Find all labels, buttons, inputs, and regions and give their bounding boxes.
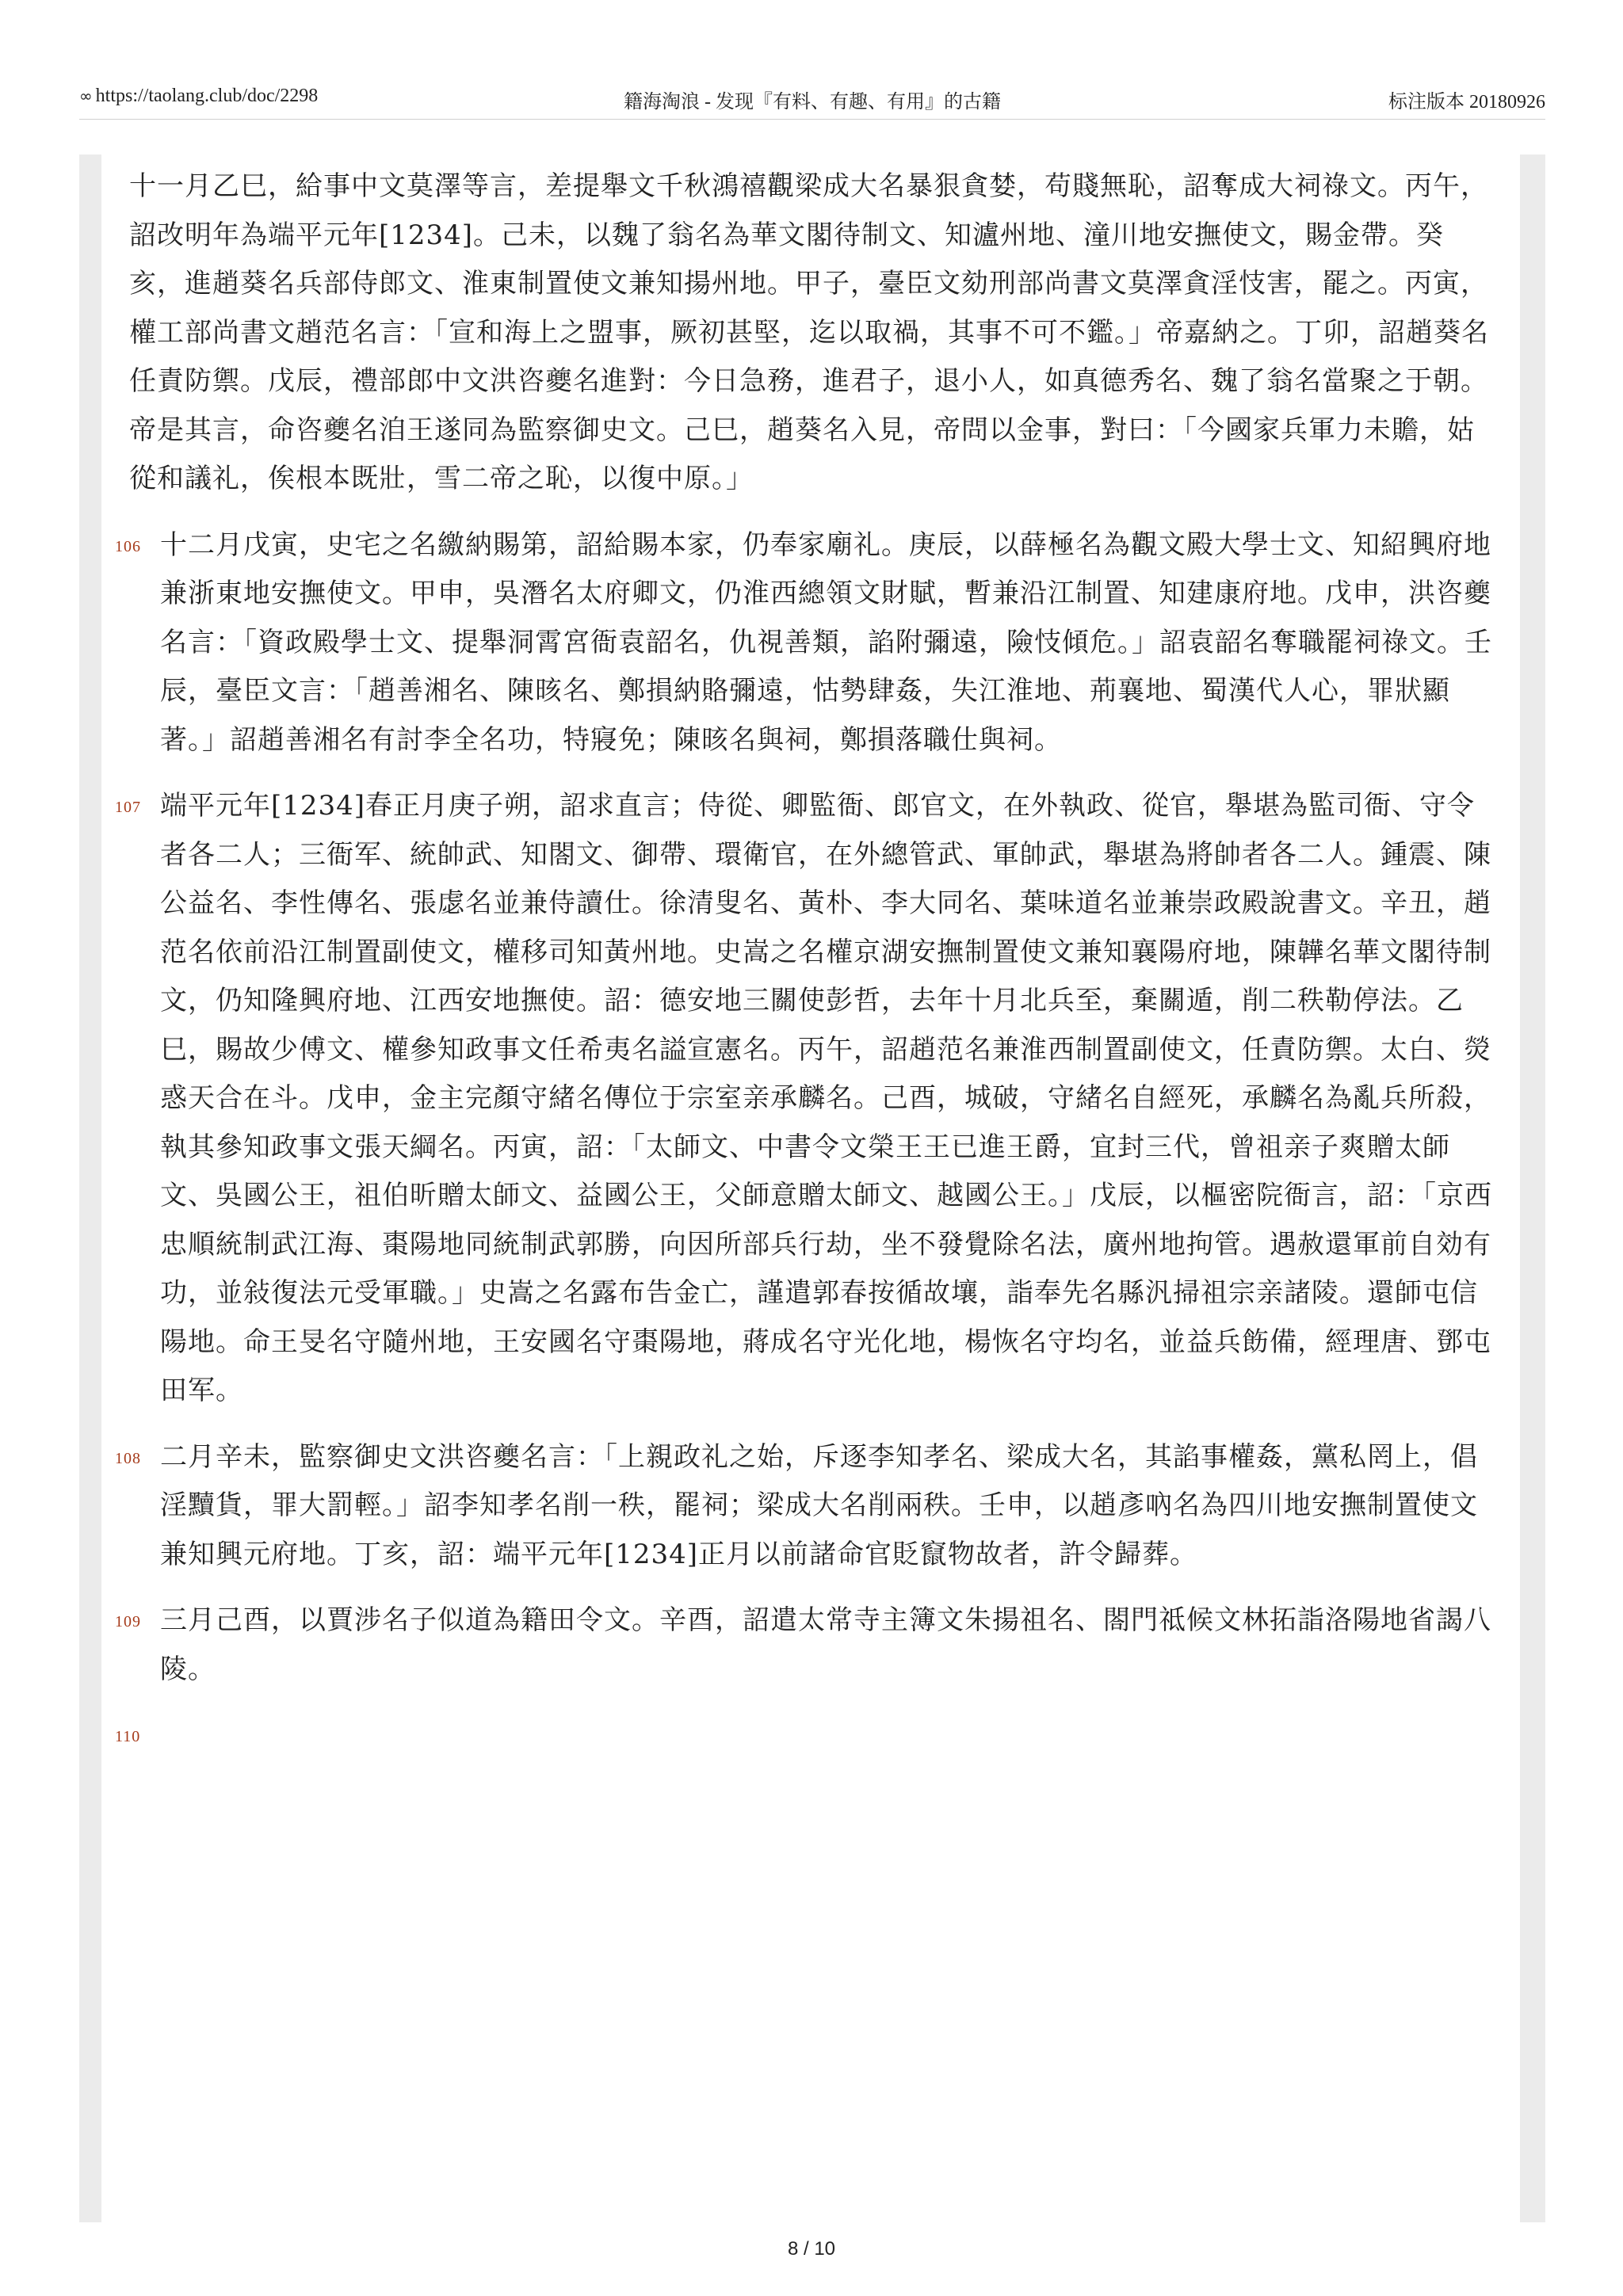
paragraph-number: 108 <box>115 1449 141 1467</box>
left-gutter <box>79 154 101 2222</box>
paragraph-number: 110 <box>115 1728 141 1745</box>
page-indicator: 8 / 10 <box>787 2238 836 2260</box>
header-url[interactable]: https://taolang.club/doc/2298 <box>95 86 319 106</box>
header-version: 标注版本 20180926 <box>1388 92 1545 113</box>
paragraph-text: 端平元年[1234]春正月庚子朔，詔求直言；侍從、卿監衙、郎官文，在外執政、從官，舉堪為監司衙、守令者各二人；三衙军、統帥武、知閤文、御帶、環衛官，在外總管武、軍帥武，舉堪為將帥者各二人。鍾震、陳公益名、李性傳名、張虙名並兼侍讀仕。徐清叟名、黃朴、李大同名、葉味道名並兼崇政殿說書文。辛丑，趙范名依前沿江制置副使文，權移司知黃州地。史嵩之名權京湖安撫制置使文兼知襄陽府地，陳韡名華文閣待制文，仍知隆興府地、江西安地撫使。詔：德安地三關使彭哲，去年十月北兵至，棄關遁，削二秩勒停法。乙巳，賜故少傅文、權參知政事文任希夷名謚宣憲名。丙午，詔趙范名兼淮西制置副使文，任責防禦。太白、熒惑天合在斗。戊申，金主完顏守緒名傳位于宗室亲承麟名。己酉，城破，守緒名自經死，承麟名為亂兵所殺，執其參知政事文張天綱名。丙寅，詔：「太師文、中書令文榮王王已進王爵，宜封三代，曾祖亲子爽贈太師文、吳國公王，祖伯昕贈太師文、益國公王，父師意贈太師文、越國公王。」戊辰，以樞密院衙言，詔：「京西忠順統制武江海、棗陽地同統制武郭勝，向因所部兵行劫，坐不發覺除名法，廣州地拘管。遇赦還軍前自効有功，並敍復法元受軍職。」史嵩之名露布告金亡，謹遣郭春按循故壤，詣奉先名縣汎掃祖宗亲諸陵。還師屯信陽地。命王旻名守隨州地，王安國名守棗陽地，蔣成名守光化地，楊恢名守均名，並益兵飭備，經理唐、鄧屯田军。 <box>160 790 1492 1406</box>
paragraph <box>115 521 1494 765</box>
paragraph-text: 二月辛未，監察御史文洪咨夔名言：「上親政礼之始，斥逐李知孝名、梁成大名，其諂事權姦，黨私罔上，倡淫黷貨，罪大罰輕。」詔李知孝名削一秩，罷祠；梁成大名削兩秩。壬申，以趙彥吶名為四川地安撫制置使文兼知興元府地。丁亥，詔：端平元年[1234]正月以前諸命官貶竄物故者，許令歸葬。 <box>160 1440 1478 1570</box>
paragraph-text: 十一月乙巳，給事中文莫澤等言，差提舉文千秋鴻禧觀梁成大名暴狠貪婪，苟賤無恥，詔奪成大祠祿文。丙午，詔改明年為端平元年[1234]。己未，以魏了翁名為華文閣待制文、知瀘州地、潼川地安撫使文，賜金帶。癸亥，進趙葵名兵部侍郎文、淮東制置使文兼知揚州地。甲子，臺臣文劾刑部尚書文莫澤貪淫忮害，罷之。丙寅，權工部尚書文趙范名言：「宣和海上之盟事，厥初甚堅，迄以取禍，其事不可不鑑。」帝嘉納之。丁卯，詔趙葵名任責防禦。戊辰，禮部郎中文洪咨夔名進對：今日急務，進君子，退小人，如真德秀名、魏了翁名當聚之于朝。帝是其言，命咨夔名洎王遂同為監察御史文。己巳，趙葵名入見，帝問以金事，對曰：「今國家兵軍力未贍，姑從和議礼，俟根本既壯，雪二帝之恥，以復中原。」 <box>129 170 1489 494</box>
paragraph <box>115 1596 1494 1694</box>
paragraph-text: 三月己酉，以賈涉名子似道為籍田令文。辛酉，詔遣太常寺主簿文朱揚祖名、閤門祗候文林拓詣洛陽地省謁八陵。 <box>160 1604 1491 1685</box>
paragraph <box>115 782 1494 1416</box>
paragraph-number: 109 <box>115 1613 141 1630</box>
document-page <box>79 154 1545 2222</box>
page-header <box>79 79 1545 120</box>
paragraph-text: 十二月戊寅，史宅之名繳納賜第，詔給賜本家，仍奉家廟礼。庚辰，以薛極名為觀文殿大學士文、知紹興府地兼浙東地安撫使文。甲申，吳潛名太府卿文，仍淮西總領文財賦，暫兼沿江制置、知建康府地。戊申，洪咨夔名言：「資政殿學士文、提舉洞霄宮衙袁韶名，仇視善類，諂附彌遠，險忮傾危。」詔袁韶名奪職罷祠祿文。壬辰，臺臣文言：「趙善湘名、陳晐名、鄭損納賂彌遠，怙勢肆姦，失江淮地、荊襄地、蜀漢代人心，罪狀顯著。」詔趙善湘名有討李全名功，特寢免；陳晐名與祠，鄭損落職仕與祠。 <box>160 528 1492 756</box>
paragraph-number: 107 <box>115 799 141 816</box>
paragraph-number: 106 <box>115 537 141 555</box>
page-footer <box>0 2238 1623 2260</box>
link-icon: ∞ <box>79 86 93 105</box>
paragraph <box>115 1711 1494 1760</box>
paragraph <box>115 1433 1494 1580</box>
header-site-title: 籍海淘浪 - 发现『有料、有趣、有用』的古籍 <box>624 92 1001 113</box>
paragraph <box>115 162 1494 504</box>
right-gutter <box>1520 154 1545 2222</box>
document-body <box>115 162 1494 1777</box>
